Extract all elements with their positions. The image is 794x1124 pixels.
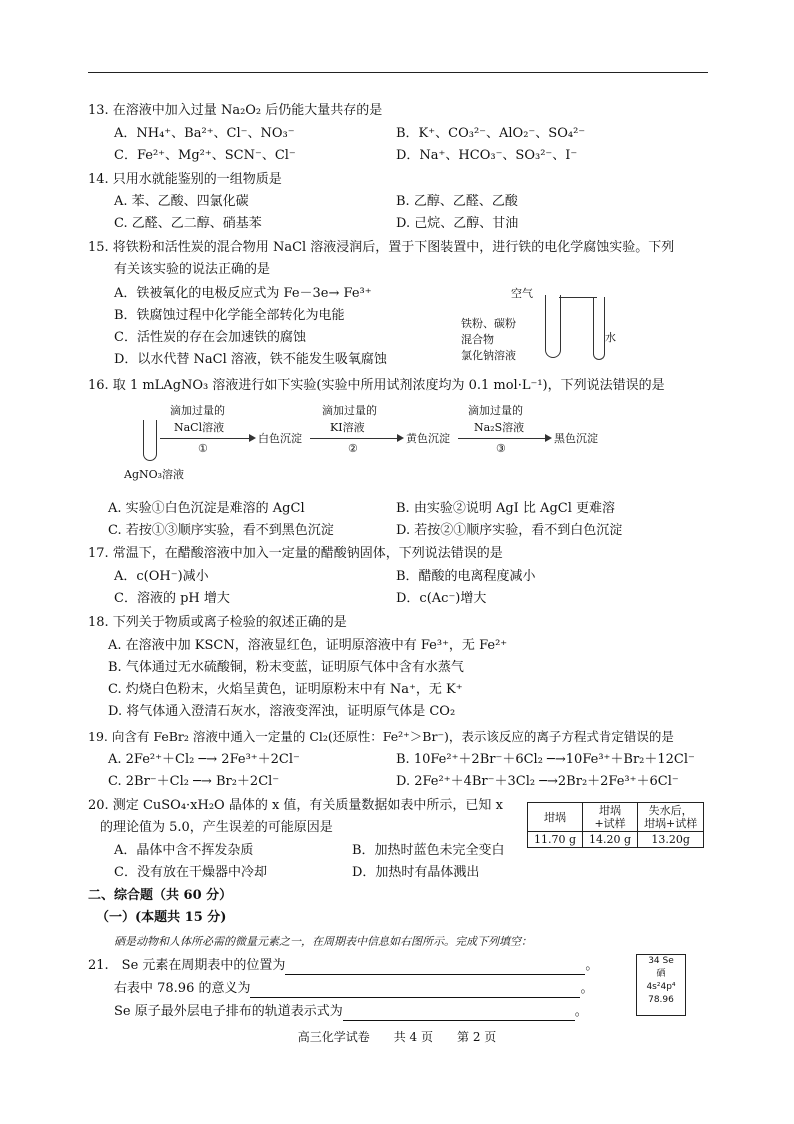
step1-arrow-line	[160, 438, 250, 439]
q17-stem: 17. 常温下，在醋酸溶液中加入一定量的醋酸钠固体，下列说法错误的是	[88, 546, 503, 561]
mass-table-header-row	[528, 803, 704, 832]
step2-top-label: 滴加过量的	[322, 404, 377, 417]
q18-option-d: D. 将气体通入澄清石灰水，溶液变浑浊，证明原气体是 CO₂	[108, 704, 456, 719]
q18-option-c: C. 灼烧白色粉末，火焰呈黄色，证明原粉末中有 Na⁺，无 K⁺	[108, 682, 463, 697]
q17-option-d: D．c(Ac⁻)增大	[396, 591, 487, 606]
q19-option-b: B. 10Fe²⁺＋2Br⁻＋6Cl₂ ─→10Fe³⁺＋Br₂＋12Cl⁻	[396, 752, 695, 767]
step1-reagent-label: NaCl溶液	[174, 421, 225, 434]
fig-mixture-label-1: 铁粉、碳粉	[461, 317, 516, 330]
section2-title: 二、综合题（共 60 分）	[88, 888, 233, 903]
q16-option-b: B. 由实验②说明 AgI 比 AgCl 更难溶	[396, 501, 616, 516]
selenium-element-cell	[636, 954, 686, 1016]
silver-precipitation-scheme	[110, 400, 630, 490]
q19-option-c: C. 2Br⁻＋Cl₂ ─→ Br₂＋2Cl⁻	[108, 774, 280, 789]
q14-option-b: B. 乙醇、乙醛、乙酸	[396, 194, 518, 209]
step2-arrowhead	[397, 434, 404, 442]
q17-option-b: B．醋酸的电离程度减小	[396, 569, 536, 584]
step3-reagent-label: Na₂S溶液	[474, 421, 525, 434]
section2-part1: （一）(本题共 15 分)	[96, 910, 227, 925]
q21-blank-2[interactable]	[250, 983, 580, 998]
cell-number-symbol: 34 Se	[648, 956, 674, 966]
agno3-tube-label: AgNO₃溶液	[124, 468, 185, 481]
precipitate-yellow-label: 黄色沉淀	[406, 432, 450, 445]
step3-number: ③	[496, 442, 506, 455]
q20-option-a: A．晶体中含不挥发杂质	[114, 843, 254, 858]
q16-option-a: A. 实验①白色沉淀是难溶的 AgCl	[108, 501, 305, 516]
q20-option-b: B．加热时蓝色未完全变白	[352, 843, 505, 858]
q17-option-c: C．溶液的 pH 增大	[114, 591, 230, 606]
q17-option-a: A．c(OH⁻)减小	[114, 569, 209, 584]
cell-config: 4s²4p⁴	[646, 982, 676, 992]
q21-prompt-1: 21. Se 元素在周期表中的位置为	[88, 958, 286, 973]
step3-top-label: 滴加过量的	[468, 404, 523, 417]
fig-mixture-label-3: 氯化钠溶液	[461, 349, 516, 362]
q13-option-a: A．NH₄⁺、Ba²⁺、Cl⁻、NO₃⁻	[114, 126, 295, 141]
q14-option-c: C. 乙醛、乙二醇、硝基苯	[114, 216, 262, 231]
q15-option-a: A．铁被氧化的电极反应式为 Fe－3e→ Fe³⁺	[114, 286, 372, 301]
q15-option-b: B．铁腐蚀过程中化学能全部转化为电能	[114, 308, 345, 323]
section2-intro: 硒是动物和人体所必需的微量元素之一，在周期表中信息如右图所示。完成下列填空：	[114, 935, 532, 948]
step3-arrow-line	[458, 438, 546, 439]
q21-line3	[114, 1003, 588, 1021]
step2-arrow-line	[310, 438, 398, 439]
q13-stem: 13. 在溶液中加入过量 Na₂O₂ 后仍能大量共存的是	[88, 103, 383, 118]
q20-stem-line1: 20. 测定 CuSO₄·xH₂O 晶体的 x 值，有关质量数据如表中所示，已知 x	[88, 798, 503, 813]
q15-option-c: C．活性炭的存在会加速铁的腐蚀	[114, 330, 306, 345]
header-crucible-sample: 坩埚 +试样	[583, 803, 638, 832]
q13-option-d: D．Na⁺、HCO₃⁻、SO₃²⁻、I⁻	[396, 148, 578, 163]
q16-stem: 16. 取 1 mLAgNO₃ 溶液进行如下实验(实验中所用试剂浓度均为 0.1 mol·L⁻¹)，下列说法错误的是	[88, 378, 665, 393]
q21-end-1: 。	[585, 958, 599, 973]
q14-stem: 14. 只用水就能鉴别的一组物质是	[88, 172, 282, 187]
q19-option-d: D. 2Fe²⁺＋4Br⁻＋3Cl₂ ─→2Br₂＋2Fe³⁺＋6Cl⁻	[396, 774, 679, 789]
q21-line1	[88, 957, 598, 975]
q21-prompt-3: Se 原子最外层电子排布的轨道表示式为	[114, 1004, 343, 1019]
value-crucible: 11.70 g	[528, 832, 583, 848]
q20-option-d: D．加热时有晶体溅出	[352, 865, 480, 880]
step2-number: ②	[348, 442, 358, 455]
q13-option-b: B．K⁺、CO₃²⁻、AlO₂⁻、SO₄²⁻	[396, 126, 586, 141]
step1-arrowhead	[249, 434, 256, 442]
connecting-tube	[559, 297, 597, 298]
q14-option-a: A. 苯、乙酸、四氯化碳	[114, 194, 249, 209]
mass-table-data-row	[528, 832, 704, 848]
q19-option-a: A. 2Fe²⁺＋Cl₂ ─→ 2Fe³⁺＋2Cl⁻	[108, 752, 300, 767]
water-tube	[593, 297, 605, 360]
q20-stem-line2: 的理论值为 5.0，产生误差的可能原因是	[100, 820, 333, 835]
corrosion-apparatus-figure	[455, 285, 635, 370]
q20-option-c: C．没有放在干燥器中冷却	[114, 865, 267, 880]
precipitate-white-label: 白色沉淀	[258, 432, 302, 445]
q21-blank-1[interactable]	[285, 960, 585, 975]
q21-line2	[114, 980, 594, 998]
q18-option-b: B. 气体通过无水硫酸铜，粉末变蓝，证明原气体中含有水蒸气	[108, 660, 464, 675]
q16-option-c: C. 若按①③顺序实验，看不到黑色沉淀	[108, 523, 334, 538]
q21-prompt-2: 右表中 78.96 的意义为	[114, 981, 251, 996]
header-after-dehydration: 失水后， 坩埚+试样	[638, 803, 704, 832]
reaction-tube	[545, 295, 561, 358]
q15-option-d: D．以水代替 NaCl 溶液，铁不能发生吸氧腐蚀	[114, 352, 387, 367]
q21-end-2: 。	[580, 981, 594, 996]
fig-air-label: 空气	[511, 287, 533, 300]
step1-top-label: 滴加过量的	[170, 404, 225, 417]
page-footer: 高三化学试卷 共 4 页 第 2 页	[297, 1030, 497, 1044]
q21-blank-3[interactable]	[343, 1006, 575, 1021]
q21-end-3: 。	[574, 1004, 588, 1019]
q19-stem: 19. 向含有 FeBr₂ 溶液中通入一定量的 Cl₂(还原性：Fe²⁺＞Br⁻)，表示该反应的离子方程式肯定错误的是	[88, 729, 674, 744]
header-rule	[88, 72, 708, 73]
fig-mixture-label-2: 混合物	[461, 333, 494, 346]
cell-mass: 78.96	[648, 995, 674, 1005]
step2-reagent-label: KI溶液	[330, 421, 365, 434]
q18-stem: 18. 下列关于物质或离子检验的叙述正确的是	[88, 615, 347, 630]
q16-option-d: D. 若按②①顺序实验，看不到白色沉淀	[396, 523, 623, 538]
fig-water-label: 水	[605, 331, 616, 344]
step3-arrowhead	[545, 434, 552, 442]
precipitate-black-label: 黑色沉淀	[554, 432, 598, 445]
mass-data-table	[527, 802, 704, 848]
step1-number: ①	[198, 442, 208, 455]
agno3-test-tube	[143, 420, 157, 461]
value-crucible-sample: 14.20 g	[583, 832, 638, 848]
header-crucible: 坩埚	[528, 803, 583, 832]
q13-option-c: C．Fe²⁺、Mg²⁺、SCN⁻、Cl⁻	[114, 148, 296, 163]
q15-stem-line2: 有关该实验的说法正确的是	[114, 262, 271, 277]
q18-option-a: A. 在溶液中加 KSCN，溶液显红色，证明原溶液中有 Fe³⁺，无 Fe²⁺	[108, 638, 508, 653]
q14-option-d: D. 己烷、乙醇、甘油	[396, 216, 519, 231]
q15-stem-line1: 15. 将铁粉和活性炭的混合物用 NaCl 溶液浸润后，置于下图装置中，进行铁的电化学腐蚀实验。下列	[88, 240, 675, 255]
value-after-dehydration: 13.20g	[638, 832, 704, 848]
cell-name: 硒	[656, 969, 666, 979]
